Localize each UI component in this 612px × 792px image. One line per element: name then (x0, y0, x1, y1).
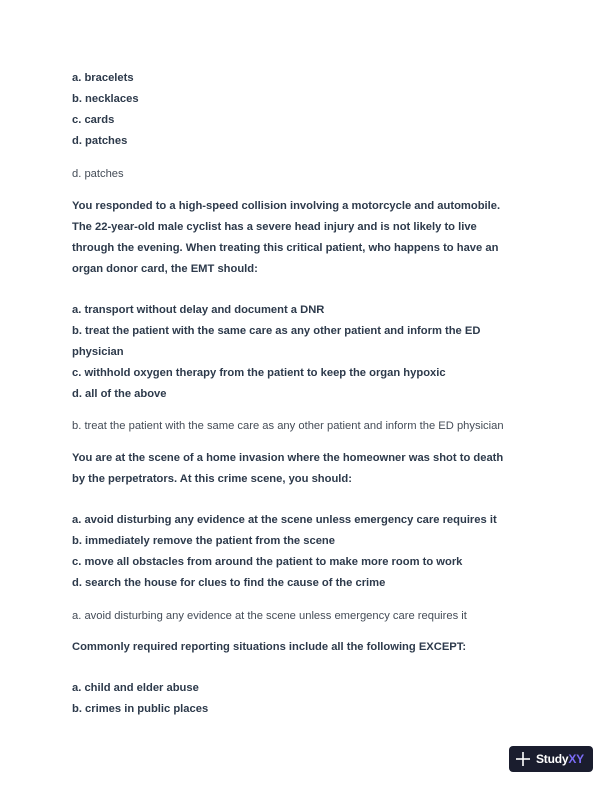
plus-sparkle-icon (515, 751, 531, 767)
question-3-text-line: by the perpetrators. At this crime scene, you should: (72, 473, 352, 485)
question-2-text-line: You responded to a high-speed collision involving a motorcycle and automobile. (72, 200, 501, 212)
studyxy-badge[interactable] (509, 746, 593, 772)
question-1-options (72, 68, 139, 152)
question-3 (72, 448, 503, 490)
question-2-text-line: The 22-year-old male cyclist has a severe head injury and is not likely to live (72, 221, 477, 233)
option-b: b. immediately remove the patient from the scene (72, 535, 335, 547)
question-1-answer: d. patches (72, 168, 124, 180)
question-2-answer: b. treat the patient with the same care as any other patient and inform the ED physician (72, 420, 504, 432)
option-b: b. crimes in public places (72, 703, 209, 715)
option-a: a. child and elder abuse (72, 682, 199, 694)
brand-prefix: Study (536, 752, 569, 766)
question-2-options (72, 300, 480, 405)
question-2-text-line: organ donor card, the EMT should: (72, 263, 258, 275)
option-a: a. avoid disturbing any evidence at the scene unless emergency care requires it (72, 514, 497, 526)
question-4-options (72, 678, 208, 720)
option-d: d. all of the above (72, 388, 167, 400)
question-2-text-line: through the evening. When treating this critical patient, who happens to have an (72, 242, 499, 254)
option-d: d. patches (72, 135, 128, 147)
option-b-continued: physician (72, 346, 124, 358)
brand-name (536, 752, 584, 766)
option-b: b. necklaces (72, 93, 139, 105)
question-3-text-line: You are at the scene of a home invasion where the homeowner was shot to death (72, 452, 504, 464)
question-4-text: Commonly required reporting situations include all the following EXCEPT: (72, 641, 467, 653)
option-b: b. treat the patient with the same care as any other patient and inform the ED (72, 325, 481, 337)
option-c: c. withhold oxygen therapy from the patient to keep the organ hypoxic (72, 367, 446, 379)
question-2 (72, 196, 500, 280)
question-3-answer: a. avoid disturbing any evidence at the scene unless emergency care requires it (72, 610, 467, 622)
option-d: d. search the house for clues to find the cause of the crime (72, 577, 386, 589)
brand-suffix: XY (568, 752, 584, 766)
question-3-options (72, 510, 497, 594)
option-a: a. bracelets (72, 72, 134, 84)
option-a: a. transport without delay and document a DNR (72, 304, 325, 316)
option-c: c. cards (72, 114, 115, 126)
option-c: c. move all obstacles from around the patient to make more room to work (72, 556, 463, 568)
